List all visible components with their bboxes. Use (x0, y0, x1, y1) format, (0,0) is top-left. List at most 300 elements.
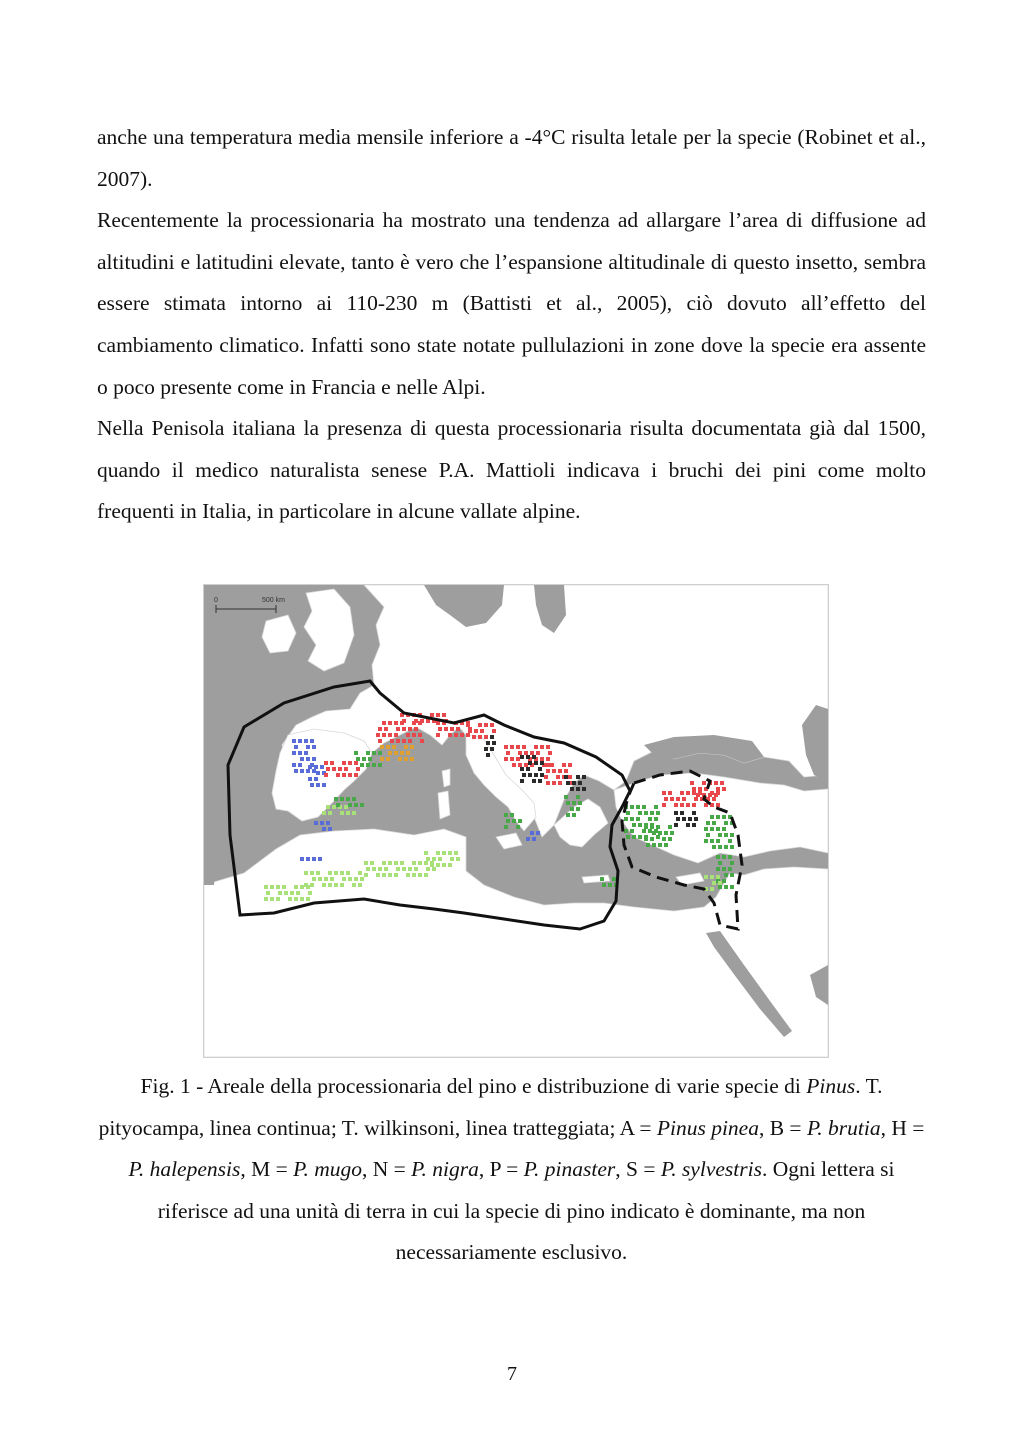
species-marker (652, 843, 656, 847)
species-marker (492, 729, 496, 733)
species-marker (264, 885, 268, 889)
species-marker (318, 857, 322, 861)
species-marker (522, 745, 526, 749)
species-marker (562, 763, 566, 767)
species-marker (414, 719, 418, 723)
species-marker (576, 795, 580, 799)
species-marker (724, 873, 728, 877)
caption-sep-6: , S = (615, 1157, 661, 1182)
species-marker (448, 851, 452, 855)
species-marker (658, 843, 662, 847)
land-sardinia (438, 791, 450, 819)
species-marker (418, 733, 422, 737)
species-marker (722, 879, 726, 883)
species-marker (668, 791, 672, 795)
species-marker (402, 739, 406, 743)
species-marker (324, 773, 328, 777)
species-marker (730, 845, 734, 849)
species-marker (490, 735, 494, 739)
species-marker (378, 763, 382, 767)
species-marker (322, 783, 326, 787)
species-marker (524, 763, 528, 767)
species-marker (456, 857, 460, 861)
species-marker (528, 761, 532, 765)
species-marker (516, 825, 520, 829)
species-marker (644, 837, 648, 841)
species-marker (360, 803, 364, 807)
caption-sep-1: , B = (758, 1115, 807, 1140)
species-marker (504, 813, 508, 817)
species-marker (306, 757, 310, 761)
species-marker (300, 757, 304, 761)
species-marker (712, 821, 716, 825)
species-marker (536, 751, 540, 755)
species-marker (518, 819, 522, 823)
species-marker (540, 761, 544, 765)
species-marker (644, 825, 648, 829)
species-marker (270, 885, 274, 889)
species-marker (546, 757, 550, 761)
species-marker (344, 805, 348, 809)
species-marker (310, 871, 314, 875)
species-marker (654, 805, 658, 809)
species-marker (390, 739, 394, 743)
species-marker (366, 751, 370, 755)
species-marker (282, 885, 286, 889)
species-marker (528, 773, 532, 777)
species-marker (722, 815, 726, 819)
species-marker (426, 857, 430, 861)
species-marker (340, 811, 344, 815)
species-marker (722, 827, 726, 831)
species-marker (316, 771, 320, 775)
species-marker (682, 817, 686, 821)
species-marker (676, 817, 680, 821)
species-marker (638, 811, 642, 815)
species-marker (340, 797, 344, 801)
species-marker (576, 775, 580, 779)
species-marker (602, 883, 606, 887)
species-marker (380, 757, 384, 761)
species-marker (642, 805, 646, 809)
species-marker (478, 735, 482, 739)
species-marker (438, 857, 442, 861)
species-marker (404, 757, 408, 761)
species-marker (708, 793, 712, 797)
species-marker (356, 767, 360, 771)
species-marker (718, 881, 722, 885)
species-marker (534, 745, 538, 749)
species-marker (658, 831, 662, 835)
species-marker (414, 727, 418, 731)
species-marker (692, 823, 696, 827)
species-marker (650, 837, 654, 841)
scale-distance-label: 500 km (262, 597, 285, 604)
species-marker (346, 797, 350, 801)
species-marker (328, 827, 332, 831)
species-marker (484, 735, 488, 739)
species-marker (712, 845, 716, 849)
species-marker (728, 839, 732, 843)
species-marker (418, 861, 422, 865)
species-marker (328, 883, 332, 887)
species-marker (566, 801, 570, 805)
species-marker (298, 763, 302, 767)
species-marker (566, 781, 570, 785)
species-marker (404, 745, 408, 749)
mediterranean-map (204, 585, 828, 1057)
caption-tail: . Ogni lettera si riferisce ad una unità di terra in cui la specie di pino indicato è dominante, ma non necessariamente esclusivo. (157, 1157, 895, 1265)
species-marker (438, 727, 442, 731)
species-marker (388, 721, 392, 725)
species-marker (292, 763, 296, 767)
species-marker (720, 781, 724, 785)
species-marker (540, 745, 544, 749)
species-marker (664, 831, 668, 835)
species-marker (406, 873, 410, 877)
species-marker (294, 745, 298, 749)
species-marker (578, 781, 582, 785)
species-marker (424, 873, 428, 877)
species-marker (346, 811, 350, 815)
species-marker (638, 835, 642, 839)
species-marker (698, 787, 702, 791)
species-marker (520, 767, 524, 771)
caption-pinea: Pinus pinea (656, 1115, 759, 1140)
species-marker (342, 773, 346, 777)
species-marker (432, 857, 436, 861)
body-text (97, 117, 926, 533)
species-marker (340, 871, 344, 875)
caption-halepensis: P. halepensis (128, 1157, 241, 1182)
species-marker (412, 873, 416, 877)
species-marker (474, 729, 478, 733)
species-marker (530, 751, 534, 755)
species-marker (692, 803, 696, 807)
caption-sylvestris: P. sylvestris (660, 1157, 762, 1182)
species-marker (692, 791, 696, 795)
species-marker (430, 713, 434, 717)
species-marker (612, 877, 616, 881)
species-marker (692, 787, 696, 791)
caption-sep-5: , P = (478, 1157, 524, 1182)
species-marker (332, 805, 336, 809)
species-marker (454, 851, 458, 855)
caption-sep-4: , N = (361, 1157, 412, 1182)
species-marker (338, 767, 342, 771)
species-marker (582, 787, 586, 791)
species-marker (656, 811, 660, 815)
species-marker (534, 773, 538, 777)
species-marker (430, 863, 434, 867)
caption-text-1: . T. pityocampa, linea continua; T. wilkinsoni, linea tratteggiata; A = (98, 1074, 883, 1140)
species-marker (724, 821, 728, 825)
species-marker (318, 877, 322, 881)
species-marker (572, 781, 576, 785)
species-marker (670, 797, 674, 801)
species-marker (442, 713, 446, 717)
species-marker (266, 891, 270, 895)
species-marker (524, 751, 528, 755)
species-marker (324, 877, 328, 881)
species-marker (290, 891, 294, 895)
species-marker (544, 775, 548, 779)
species-marker (534, 761, 538, 765)
species-marker (682, 797, 686, 801)
species-marker (680, 811, 684, 815)
species-marker (372, 763, 376, 767)
species-marker (346, 871, 350, 875)
species-marker (420, 739, 424, 743)
species-marker (382, 721, 386, 725)
species-marker (670, 831, 674, 835)
species-marker (716, 815, 720, 819)
species-marker (600, 877, 604, 881)
species-marker (516, 757, 520, 761)
species-marker (630, 805, 634, 809)
species-marker (336, 773, 340, 777)
species-marker (340, 883, 344, 887)
species-marker (486, 741, 490, 745)
species-marker (512, 763, 516, 767)
species-marker (686, 803, 690, 807)
species-marker (718, 833, 722, 837)
species-marker (308, 777, 312, 781)
species-marker (294, 897, 298, 901)
species-marker (294, 885, 298, 889)
species-marker (358, 883, 362, 887)
species-marker (728, 867, 732, 871)
species-marker (716, 855, 720, 859)
species-marker (276, 885, 280, 889)
species-marker (424, 861, 428, 865)
species-marker (312, 757, 316, 761)
species-marker (722, 867, 726, 871)
species-marker (486, 753, 490, 757)
species-marker (300, 897, 304, 901)
species-marker (566, 813, 570, 817)
species-marker (518, 751, 522, 755)
species-marker (388, 733, 392, 737)
species-marker (540, 773, 544, 777)
species-marker (490, 747, 494, 751)
species-marker (400, 861, 404, 865)
species-marker (322, 883, 326, 887)
species-marker (582, 775, 586, 779)
species-marker (526, 755, 530, 759)
species-marker (394, 751, 398, 755)
species-marker (360, 763, 364, 767)
species-marker (426, 867, 430, 871)
species-marker (632, 823, 636, 827)
species-marker (384, 727, 388, 731)
species-marker (706, 833, 710, 837)
species-marker (366, 763, 370, 767)
species-marker (300, 769, 304, 773)
species-marker (716, 803, 720, 807)
species-marker (348, 877, 352, 881)
species-marker (342, 877, 346, 881)
species-marker (382, 873, 386, 877)
species-marker (506, 751, 510, 755)
species-marker (532, 837, 536, 841)
species-marker (472, 735, 476, 739)
species-marker (636, 805, 640, 809)
species-marker (314, 765, 318, 769)
species-marker (378, 867, 382, 871)
species-marker (632, 835, 636, 839)
species-marker (412, 861, 416, 865)
species-marker (718, 861, 722, 865)
species-marker (342, 761, 346, 765)
species-marker (320, 765, 324, 769)
species-marker (378, 751, 382, 755)
species-marker (312, 857, 316, 861)
species-marker (510, 757, 514, 761)
species-marker (406, 733, 410, 737)
species-marker (394, 861, 398, 865)
species-marker (552, 769, 556, 773)
species-marker (674, 811, 678, 815)
species-marker (716, 839, 720, 843)
species-marker (484, 747, 488, 751)
species-marker (716, 827, 720, 831)
caption-pinaster: P. pinaster (523, 1157, 616, 1182)
species-marker (326, 805, 330, 809)
species-marker (564, 769, 568, 773)
species-marker (278, 891, 282, 895)
species-marker (546, 781, 550, 785)
species-marker (558, 769, 562, 773)
species-marker (300, 857, 304, 861)
species-marker (710, 827, 714, 831)
caption-genus: Pinus (806, 1074, 856, 1098)
species-marker (334, 797, 338, 801)
species-marker (558, 781, 562, 785)
species-marker (410, 757, 414, 761)
species-marker (354, 803, 358, 807)
caption-sep-2: , H = (880, 1115, 925, 1140)
species-marker (352, 811, 356, 815)
species-marker (504, 825, 508, 829)
species-marker (448, 733, 452, 737)
species-marker (676, 797, 680, 801)
species-marker (394, 873, 398, 877)
species-marker (368, 757, 372, 761)
species-marker (264, 897, 268, 901)
species-marker (322, 811, 326, 815)
species-marker (326, 821, 330, 825)
species-marker (572, 801, 576, 805)
species-marker (546, 745, 550, 749)
species-marker (378, 739, 382, 743)
species-marker (376, 733, 380, 737)
caption-mugo: P. mugo (293, 1157, 362, 1182)
species-marker (510, 813, 514, 817)
species-marker (336, 803, 340, 807)
species-marker (722, 787, 726, 791)
species-marker (358, 871, 362, 875)
scale-zero-label: 0 (214, 597, 218, 604)
species-marker (644, 811, 648, 815)
species-marker (418, 873, 422, 877)
species-marker (460, 733, 464, 737)
species-marker (354, 761, 358, 765)
species-marker (306, 897, 310, 901)
species-marker (312, 877, 316, 881)
species-marker (648, 817, 652, 821)
species-marker (546, 769, 550, 773)
species-marker (366, 867, 370, 871)
species-marker (692, 811, 696, 815)
species-marker (396, 727, 400, 731)
species-marker (466, 733, 470, 737)
species-marker (444, 727, 448, 731)
paragraph-3: Nella Penisola italiana la presenza di questa processionaria risulta documentata già dal 1500, quando il medico naturalista senese P.A. Mattioli indicava i bruchi dei pini come molto frequenti in Italia, in particolare in alcune vallate alpine. (97, 416, 926, 524)
species-marker (526, 767, 530, 771)
species-marker (478, 723, 482, 727)
species-marker (506, 819, 510, 823)
species-marker (674, 823, 678, 827)
species-marker (662, 791, 666, 795)
species-marker (510, 745, 514, 749)
species-marker (624, 817, 628, 821)
species-marker (630, 829, 634, 833)
species-marker (636, 817, 640, 821)
species-marker (680, 791, 684, 795)
species-marker (724, 845, 728, 849)
paragraph-1: anche una temperatura media mensile inferiore a -4°C risulta letale per la specie (Robinet et al., 2007). (97, 125, 926, 191)
species-marker (718, 885, 722, 889)
species-marker (442, 851, 446, 855)
species-marker (480, 729, 484, 733)
species-marker (386, 757, 390, 761)
species-marker (388, 861, 392, 865)
species-marker (724, 833, 728, 837)
species-marker (710, 815, 714, 819)
species-marker (724, 885, 728, 889)
species-marker (608, 883, 612, 887)
species-marker (526, 837, 530, 841)
species-marker (408, 739, 412, 743)
species-marker (400, 751, 404, 755)
species-marker (356, 757, 360, 761)
species-marker (710, 839, 714, 843)
species-marker (578, 801, 582, 805)
species-marker (504, 745, 508, 749)
species-marker (308, 765, 312, 769)
species-marker (730, 885, 734, 889)
species-marker (332, 767, 336, 771)
species-marker (312, 745, 316, 749)
species-marker (436, 733, 440, 737)
species-marker (396, 739, 400, 743)
caption-label: Fig. 1 - Areale della processionaria del pino e distribuzione di varie specie di (140, 1074, 807, 1098)
species-marker (650, 825, 654, 829)
species-marker (686, 791, 690, 795)
species-marker (694, 817, 698, 821)
species-marker (540, 757, 544, 761)
species-marker (556, 775, 560, 779)
species-marker (328, 811, 332, 815)
species-marker (348, 803, 352, 807)
species-marker (334, 871, 338, 875)
species-marker (436, 863, 440, 867)
species-marker (576, 807, 580, 811)
species-marker (714, 793, 718, 797)
species-marker (406, 751, 410, 755)
species-marker (662, 837, 666, 841)
